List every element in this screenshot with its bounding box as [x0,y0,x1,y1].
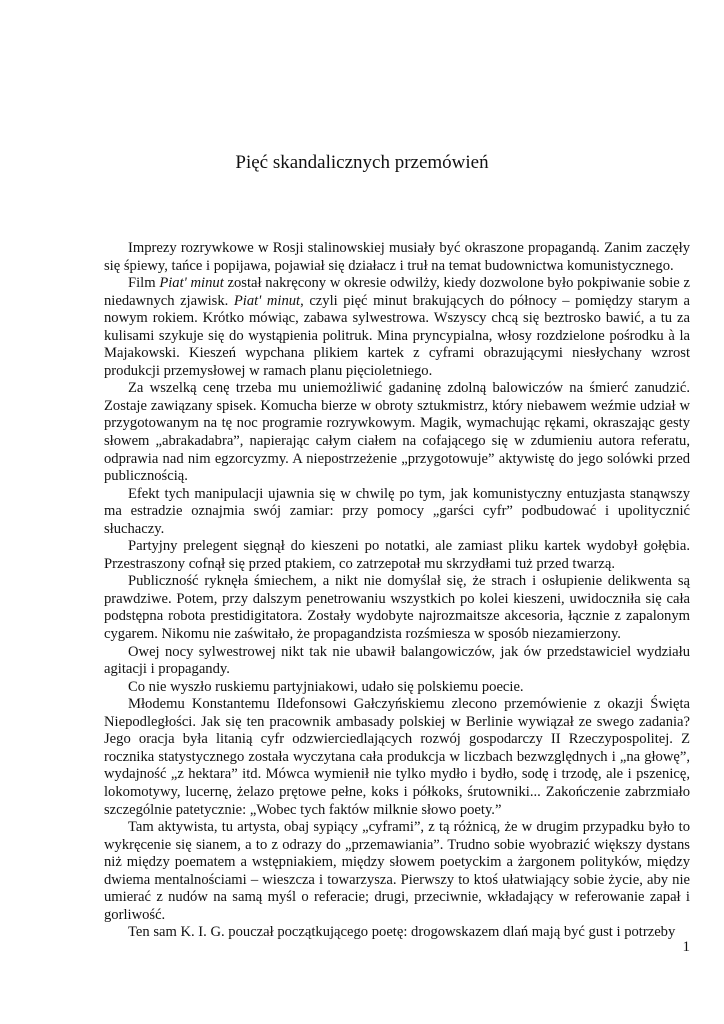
document-title: Pięć skandalicznych przemówień [235,152,489,173]
paragraph: Młodemu Konstantemu Ildefonsowi Gałczyńskiemu zlecono przemówienie z okazji Święta Niepodległości. Jak się ten pracownik ambasady polskiej w Berlinie wywiązał ze swego zadania? Jego oracja była litanią cyfr odzwierciedlających rozwój gospodarczy II Rzeczypospolitej. Z rocznika statystycznego została wyczytana cała produkcja w liczbach bezwzględnych i „na głowę”, wydajność „z hektara” itd. Mówca wymienił nie tylko mydło i bydło, sodę i trzodę, ale i pszenicę, lokomotywy, lucernę, żelazo prętowe pełne, koks i półkoks, śrutowniki... Zakończenie zabrzmiało szczególnie patetycznie: „Wobec tych faktów milknie słowo poety.” [104,696,690,818]
paragraph: Ten sam K. I. G. pouczał początkującego poetę: drogowskazem dlań mają być gust i potrzeby [128,924,676,941]
film-title: Piat' minut [233,292,301,309]
paragraph: Owej nocy sylwestrowej nikt tak nie ubawił balangowiczów, jak ów przedstawiciel wydziału agitacji i propagandy. [104,643,690,678]
paragraph: Partyjny prelegent sięgnął do kieszeni po notatki, ale zamiast pliku kartek wydobył gołębia. Przestraszony cofnął się przed ptakiem, co zatrzepotał mu skrzydłami tuż przed twarzą. [104,538,690,572]
paragraph: Film Piat' minut został nakręcony w okresie odwilży, kiedy dozwolone było pokpiwanie sobie z niedawnych zjawisk. Piat' minut, czyli pięć minut brakujących do północy – pomiędzy starym a nowym rokiem. Krótko mówiąc, zabawa sylwestrowa. Wszyscy chcą się beztrosko bawić, a tu za kulisami szykuje się do wystąpienia politruk. Mina pryncypialna, włosy rozdzielone pośrodku à la Majakowski. Kieszeń wypchana plikiem kartek z cyframi obrazującymi niesłychany wzrost produkcji przemysłowej w ramach planu pięcioletniego. [104,275,690,379]
document-body [104,240,690,942]
page-number: 1 [682,939,690,955]
paragraph: Efekt tych manipulacji ujawnia się w chwilę po tym, jak komunistyczny entuzjasta stanąwszy ma estradzie oznajmia swój zamiar: przy pomocy „garści cyfr” podbudować i upolitycznić słuchaczy. [104,485,690,537]
paragraph: Tam aktywista, tu artysta, obaj sypiący „cyframi”, z tą różnicą, że w drugim przypadku było to wykręcenie się sianem, a to z odrazy do „przemawiania”. Trudno sobie wyobrazić większy dystans niż między poematem a wstępniakiem, między słowem poetyckim a żargonem polityków, między dwiema mentalnościami – wieszcza i towarzysza. Pierwszy to ktoś ułatwiający sobie życie, aby nie umierać z nudów na samą myśl o referacie; drugi, przeciwnie, wkładający w referowanie zapał i gorliwość. [104,819,690,923]
paragraph: Co nie wyszło ruskiemu partyjniakowi, udało się polskiemu poecie. [128,678,524,695]
film-title: Piat' minut [159,275,224,292]
paragraph: Publiczność ryknęła śmiechem, a nikt nie domyślał się, że strach i osłupienie delikwenta są prawdziwe. Potem, przy dalszym penetrowaniu wszystkich po kolei kieszeni, uwidoczniła się cała podstępna robota prestidigitatora. Zostały wydobyte najrozmaitsze akcesoria, łącznie z zapalonym cygarem. Nikomu nie zaświtało, że propagandzista rozśmiesza w sposób niezamierzony. [104,573,690,643]
paragraph: Za wszelką cenę trzeba mu uniemożliwić gadaninę zdolną balowiczów na śmierć zanudzić. Zostaje zawiązany spisek. Komucha bierze w obroty sztukmistrz, który niebawem weźmie udział w przygotowanym na tę noc programie rozrywkowym. Magik, wymachując rękami, okraszając gesty słowem „abrakadabra”, napierając całym ciałem na cofającego się w zdumieniu autora referatu, odprawia nad nim egzorcyzmy. A niepostrzeżenie „przygotowuje” aktywistę do jego solówki przed publicznością. [104,380,690,485]
paragraph: Imprezy rozrywkowe w Rosji stalinowskiej musiały być okraszone propagandą. Zanim zaczęły się śpiewy, tańce i popijawa, pojawiał się działacz i truł na temat budownictwa komunistycznego. [104,240,690,274]
